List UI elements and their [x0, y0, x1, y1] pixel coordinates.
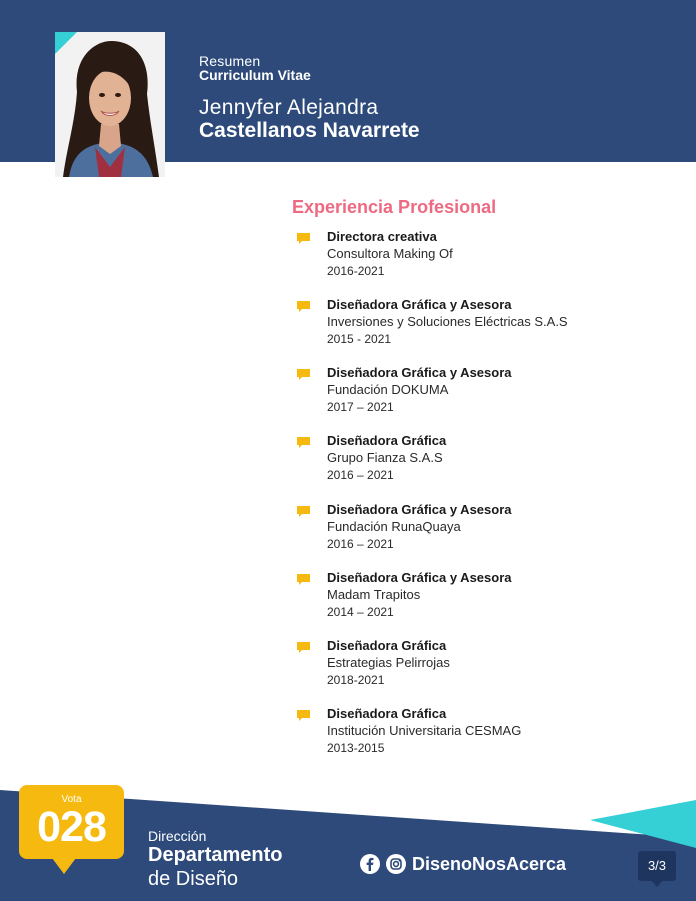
speech-bubble-icon	[296, 641, 311, 654]
experience-org: Inversiones y Soluciones Eléctricas S.A.S	[327, 314, 568, 329]
header-label-bold: Curriculum Vitae	[199, 67, 311, 83]
section-title: Experiencia Profesional	[292, 197, 497, 217]
speech-bubble-icon	[296, 573, 311, 586]
speech-bubble-icon	[296, 232, 311, 245]
instagram-icon[interactable]	[386, 854, 406, 874]
experience-org: Fundación DOKUMA	[327, 382, 449, 397]
photo-corner-accent	[55, 32, 77, 54]
experience-org: Grupo Fianza S.A.S	[327, 450, 443, 465]
experience-years: 2013-2015	[327, 741, 385, 755]
experience-org: Institución Universitaria CESMAG	[327, 723, 522, 738]
page-badge-tail	[651, 880, 663, 887]
speech-bubble-icon	[296, 300, 311, 313]
experience-role: Diseñadora Gráfica	[327, 433, 447, 448]
speech-bubble-icon	[296, 368, 311, 381]
name-first: Jennyfer Alejandra	[199, 96, 379, 119]
experience-years: 2018-2021	[327, 673, 385, 687]
experience-years: 2014 – 2021	[327, 605, 394, 619]
experience-org: Madam Trapitos	[327, 587, 421, 602]
experience-role: Diseñadora Gráfica y Asesora	[327, 297, 512, 312]
experience-role: Diseñadora Gráfica y Asesora	[327, 502, 512, 517]
direction-label: Dirección	[148, 828, 207, 844]
experience-years: 2016-2021	[327, 264, 385, 278]
vote-number: 028	[37, 803, 106, 851]
experience-role: Diseñadora Gráfica	[327, 638, 447, 653]
experience-org: Fundación RunaQuaya	[327, 519, 461, 534]
speech-bubble-icon	[296, 709, 311, 722]
social-links	[360, 852, 566, 876]
department-title: Departamento	[148, 844, 283, 866]
experience-years: 2016 – 2021	[327, 468, 394, 482]
experience-org: Consultora Making Of	[327, 246, 453, 261]
speech-bubble-icon	[296, 436, 311, 449]
social-handle[interactable]: DisenoNosAcerca	[412, 854, 567, 874]
header-label-small: Resumen	[199, 53, 261, 69]
experience-role: Diseñadora Gráfica y Asesora	[327, 365, 512, 380]
experience-years: 2016 – 2021	[327, 537, 394, 551]
experience-years: 2015 - 2021	[327, 332, 392, 346]
experience-role: Diseñadora Gráfica	[327, 706, 447, 721]
experience-org: Estrategias Pelirrojas	[327, 655, 450, 670]
vote-badge-tail	[52, 858, 76, 874]
vote-label: Vota	[61, 794, 82, 805]
experience-role: Diseñadora Gráfica y Asesora	[327, 570, 512, 585]
name-last: Castellanos Navarrete	[199, 119, 420, 142]
facebook-icon[interactable]	[360, 854, 380, 874]
experience-role: Directora creativa	[327, 229, 437, 244]
speech-bubble-icon	[296, 505, 311, 518]
page-number: 3/3	[647, 858, 667, 873]
department-subtitle: de Diseño	[148, 868, 239, 890]
experience-years: 2017 – 2021	[327, 400, 394, 414]
